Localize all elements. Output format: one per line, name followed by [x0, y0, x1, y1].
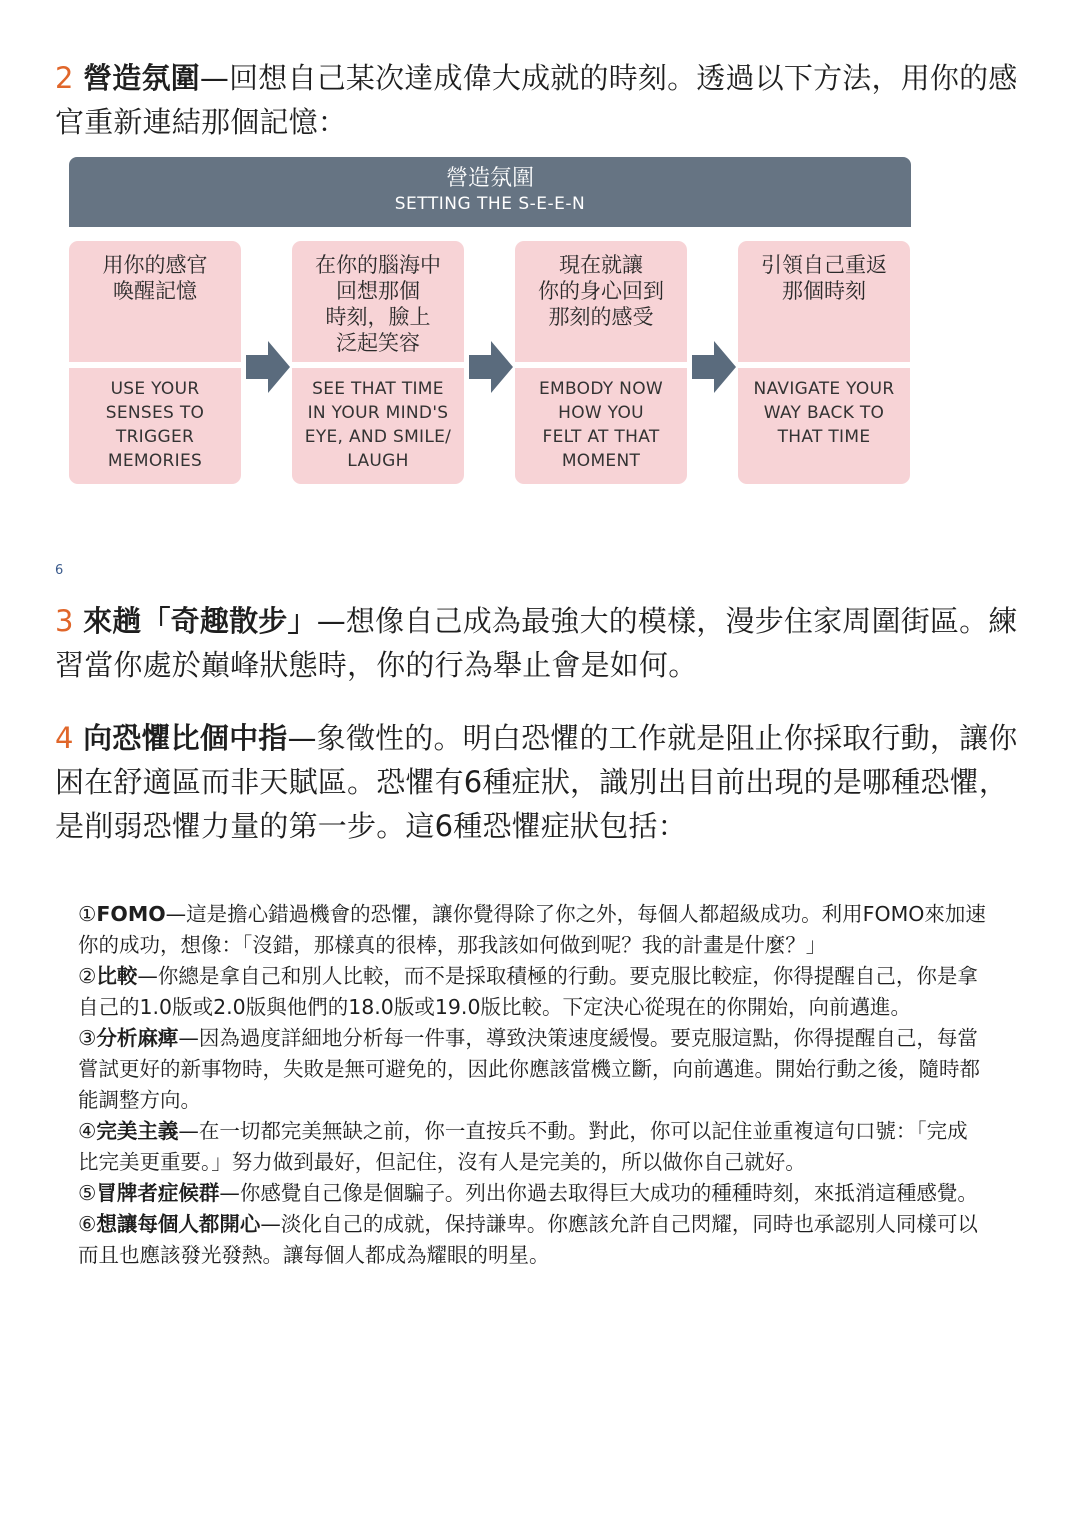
item-title: 冒牌者症候群 — [96, 1181, 220, 1205]
step-3-en: EMBODY NOW HOW YOU FELT AT THAT MOMENT — [515, 368, 687, 484]
step-card-3 — [515, 241, 687, 484]
step-4-zh: 引領自己重返 那個時刻 — [738, 241, 910, 362]
item-text: —這是擔心錯過機會的恐懼，讓你覺得除了你之外，每個人都超級成功。利用FOMO來加速你的成功，想像：「沒錯，那樣真的很棒，那我該如何做到呢？我的計畫是什麼？」 — [78, 902, 986, 957]
item-title: FOMO — [96, 902, 166, 926]
item-title: 完美主義 — [96, 1119, 179, 1143]
item-title: 比較 — [96, 964, 138, 988]
section-title: 營造氛圍 — [83, 61, 200, 95]
arrow-right-icon — [692, 339, 736, 395]
section-number: 2 — [55, 61, 84, 95]
list-item — [78, 1023, 988, 1116]
step-2-en: SEE THAT TIME IN YOUR MIND'S EYE, AND SMILE/ LAUGH — [292, 368, 464, 484]
step-1-zh: 用你的感官 喚醒記憶 — [69, 241, 241, 362]
item-text: —你感覺自己像是個騙子。列出你過去取得巨大成功的種種時刻，來抵消這種感覺。 — [219, 1181, 978, 1205]
list-item — [78, 1116, 988, 1178]
section-2-paragraph — [55, 56, 1030, 144]
section-title: 向恐懼比個中指 — [83, 721, 288, 755]
step-1-en: USE YOUR SENSES TO TRIGGER MEMORIES — [69, 368, 241, 484]
step-3-zh: 現在就讓 你的身心回到 那刻的感受 — [515, 241, 687, 362]
section-text: —想像自己成為最強大的模樣，漫步住家周圍街區。練習當你處於巔峰狀態時，你的行為舉止會是如何。 — [55, 604, 1018, 682]
item-marker: ② — [78, 964, 97, 988]
item-title: 想讓每個人都開心 — [96, 1212, 261, 1236]
list-item — [78, 899, 988, 961]
section-number: 3 — [55, 604, 84, 638]
item-marker: ① — [78, 902, 97, 926]
section-title: 來趟「奇趣散步」 — [83, 604, 317, 638]
page-number: 6 — [55, 563, 64, 578]
list-item — [78, 961, 988, 1023]
item-title: 分析麻痺 — [96, 1026, 179, 1050]
arrow-right-icon — [246, 339, 290, 395]
item-text: —你總是拿自己和別人比較，而不是採取積極的行動。要克服比較症，你得提醒自己，你是拿自己的1.0版或2.0版與他們的18.0版或19.0版比較。下定決心從現在的你開始，向前邁進。 — [78, 964, 978, 1019]
section-number: 4 — [55, 721, 84, 755]
step-card-4 — [738, 241, 910, 484]
section-text: —象徵性的。明白恐懼的工作就是阻止你採取行動，讓你困在舒適區而非天賦區。恐懼有6種症狀，識別出目前出現的是哪種恐懼，是削弱恐懼力量的第一步。這6種恐懼症狀包括： — [55, 721, 1018, 843]
step-card-2 — [292, 241, 464, 484]
fear-symptom-list — [78, 899, 988, 1271]
section-3-paragraph — [55, 599, 1030, 687]
section-text: —回想自己某次達成偉大成就的時刻。透過以下方法，用你的感官重新連結那個記憶： — [55, 61, 1018, 139]
section-4-paragraph — [55, 716, 1030, 848]
item-marker: ⑥ — [78, 1212, 97, 1236]
item-marker: ⑤ — [78, 1181, 97, 1205]
list-item — [78, 1209, 988, 1271]
item-text: —淡化自己的成就，保持謙卑。你應該允許自己閃耀，同時也承認別人同樣可以而且也應該發光發熱。讓每個人都成為耀眼的明星。 — [78, 1212, 978, 1267]
item-text: —在一切都完美無缺之前，你一直按兵不動。對此，你可以記住並重複這句口號：「完成比完美更重要。」努力做到最好，但記住，沒有人是完美的，所以做你自己就好。 — [78, 1119, 968, 1174]
step-4-en: NAVIGATE YOUR WAY BACK TO THAT TIME — [738, 368, 910, 484]
diagram-title-en: SETTING THE S-E-E-N — [394, 194, 586, 214]
list-item — [78, 1178, 988, 1209]
item-text: —因為過度詳細地分析每一件事，導致決策速度緩慢。要克服這點，你得提醒自己，每當嘗試更好的新事物時，失敗是無可避免的，因此你應該當機立斷，向前邁進。開始行動之後，隨時都能調整方向。 — [78, 1026, 980, 1112]
diagram-title-zh: 營造氛圍 — [445, 166, 534, 191]
item-marker: ③ — [78, 1026, 97, 1050]
diagram-banner — [69, 157, 911, 227]
step-2-zh: 在你的腦海中 回想那個 時刻，臉上 泛起笑容 — [292, 241, 464, 362]
arrow-right-icon — [469, 339, 513, 395]
item-marker: ④ — [78, 1119, 97, 1143]
step-card-1 — [69, 241, 241, 484]
